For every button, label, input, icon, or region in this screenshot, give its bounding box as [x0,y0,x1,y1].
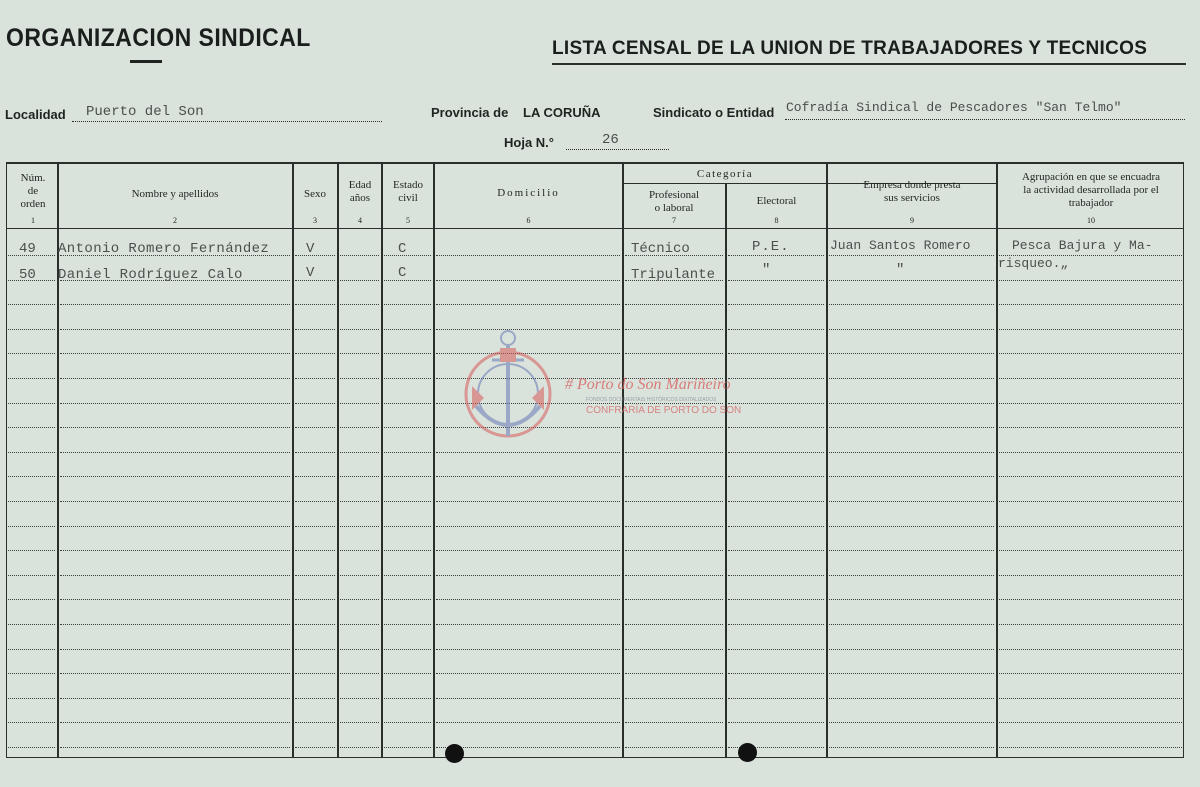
ruling-line [436,624,620,625]
punch-hole [445,744,464,763]
ruling-line [60,329,290,330]
ruling-line [625,624,723,625]
ruling-line [340,698,379,699]
col-header-nombre: Nombre y apellidos [131,188,219,200]
hoja-value: 26 [602,132,619,148]
col-number: 1 [31,216,35,225]
ruling-line [295,624,335,625]
ruling-line [384,280,431,281]
ruling-line [625,747,723,748]
title-underline [130,60,162,63]
ruling-line [625,501,723,502]
ruling-line [8,575,55,576]
col-number: 8 [774,216,779,225]
ruling-line [999,526,1182,527]
ruling-line [625,353,723,354]
ruling-line [728,501,824,502]
row-50-profesional: Tripulante [631,267,716,283]
row-49-num: 49 [19,241,36,257]
ruling-line [8,452,55,453]
ruling-line [436,599,620,600]
ruling-line [384,599,431,600]
ruling-line [728,452,824,453]
ruling-line [728,427,824,428]
ruling-line [999,575,1182,576]
ruling-line [999,403,1182,404]
ruling-line [384,747,431,748]
ruling-line [436,698,620,699]
ruling-line [625,526,723,527]
ruling-line [625,722,723,723]
ruling-line [8,722,55,723]
ruling-line [60,403,290,404]
ruling-line [295,599,335,600]
ruling-line [436,722,620,723]
ruling-line [295,255,335,256]
ruling-line [8,329,55,330]
ruling-line [384,698,431,699]
ruling-line [60,501,290,502]
ruling-line [295,304,335,305]
ruling-line [384,452,431,453]
ruling-line [8,378,55,379]
col-header-agrupacion: Agrupación en que se encuadra la actividad desarrollada por el trabajador [1021,171,1161,209]
ruling-line [728,599,824,600]
ruling-line [728,353,824,354]
col-header-electoral: Electoral [756,195,797,207]
ruling-line [8,673,55,674]
ruling-line [436,304,620,305]
ruling-line [340,501,379,502]
row-49-agrupacion: Pesca Bajura y Ma- [1012,238,1153,253]
ruling-line [436,476,620,477]
localidad-value: Puerto del Son [86,104,204,120]
ruling-line [340,673,379,674]
ruling-line [340,747,379,748]
ruling-line [295,452,335,453]
ruling-line [340,649,379,650]
ruling-line [60,353,290,354]
ruling-line [60,722,290,723]
ruling-line [60,673,290,674]
ruling-line [436,747,620,748]
ruling-line [295,649,335,650]
ruling-line [829,575,994,576]
ruling-line [728,280,824,281]
ruling-line [829,280,994,281]
ruling-line [999,624,1182,625]
ruling-line [999,698,1182,699]
ruling-line [625,304,723,305]
ruling-line [999,378,1182,379]
ruling-line [829,747,994,748]
ruling-line [384,501,431,502]
ruling-line [60,747,290,748]
ruling-line [999,353,1182,354]
col-number: 5 [406,216,410,225]
col-divider [622,162,624,758]
ruling-line [60,550,290,551]
ruling-line [436,501,620,502]
ruling-line [728,476,824,477]
ruling-line [829,304,994,305]
ruling-line [384,476,431,477]
ruling-line [829,599,994,600]
ruling-line [728,403,824,404]
ruling-line [829,378,994,379]
ruling-line [8,624,55,625]
col-number: 3 [313,216,317,225]
ruling-line [728,575,824,576]
watermark-caption: CONFRARÍA DE PORTO DO SON [586,405,742,416]
ruling-line [340,378,379,379]
ruling-line [625,403,723,404]
ruling-line [295,747,335,748]
ruling-line [8,526,55,527]
row-49-profesional: Técnico [631,241,690,257]
ruling-line [340,722,379,723]
ruling-line [8,550,55,551]
ruling-line [8,698,55,699]
ruling-line [829,255,994,256]
row-50-empresa: " [896,262,905,278]
ruling-line [436,550,620,551]
ruling-line [60,649,290,650]
col-header-sexo: Sexo [304,188,326,200]
col-number: 9 [910,216,914,225]
ruling-line [625,698,723,699]
row-49-electoral: P.E. [752,239,790,255]
ruling-line [829,501,994,502]
ruling-line [728,550,824,551]
ruling-line [60,599,290,600]
ruling-line [436,255,620,256]
ruling-line [625,673,723,674]
ruling-line [340,599,379,600]
col-number: 2 [173,216,177,225]
ruling-line [728,649,824,650]
ruling-line [60,476,290,477]
col-divider [725,184,727,758]
ruling-line [384,304,431,305]
ruling-line [340,304,379,305]
ruling-line [999,722,1182,723]
ruling-line [295,550,335,551]
ruling-line [999,476,1182,477]
ruling-line [829,649,994,650]
ruling-line [384,255,431,256]
ruling-line [8,403,55,404]
ruling-line [340,526,379,527]
ruling-line [829,427,994,428]
ruling-line [384,378,431,379]
col-number: 10 [1087,216,1095,225]
ruling-line [829,550,994,551]
ruling-line [60,624,290,625]
ruling-line [436,575,620,576]
ruling-line [999,304,1182,305]
ruling-line [8,304,55,305]
col-header-edad: Edad años [348,179,372,204]
col-divider [337,162,339,758]
col-header-domicilio: Domicilio [497,187,560,199]
ruling-line [829,526,994,527]
ruling-line [384,550,431,551]
ruling-line [295,698,335,699]
ruling-line [60,304,290,305]
ruling-line [728,624,824,625]
ruling-line [295,280,335,281]
col-number: 7 [672,216,676,225]
sindicato-value: Cofradía Sindical de Pescadores "San Telmo" [786,100,1122,115]
col-header-empresa: Empresa donde presta sus servicios [863,179,961,204]
ruling-line [829,698,994,699]
ruling-line [384,403,431,404]
provincia-label: Provincia de [431,105,509,120]
provincia-value: LA CORUÑA [523,105,601,120]
ruling-line [8,599,55,600]
ruling-line [625,427,723,428]
ruling-line [340,329,379,330]
ruling-line [728,255,824,256]
col-header-orden: Núm. de orden [20,172,46,210]
hoja-label: Hoja N.° [504,135,554,150]
ruling-line [436,280,620,281]
ruling-line [340,427,379,428]
ruling-line [999,747,1182,748]
ruling-line [728,698,824,699]
ruling-line [8,649,55,650]
ruling-line [829,403,994,404]
ruling-line [295,722,335,723]
ruling-line [625,575,723,576]
row-50-num: 50 [19,267,36,283]
ruling-line [728,526,824,527]
ruling-line [340,550,379,551]
ruling-line [295,353,335,354]
ruling-line [340,403,379,404]
ruling-line [728,673,824,674]
ruling-line [829,452,994,453]
ruling-line [60,427,290,428]
col-number: 4 [358,216,362,225]
ruling-line [384,624,431,625]
ruling-line [295,575,335,576]
ruling-line [295,329,335,330]
col-divider [292,162,294,758]
anchor-seal-icon [458,326,558,456]
localidad-label: Localidad [5,107,66,122]
ruling-line [999,673,1182,674]
col-divider [826,162,828,758]
ruling-line [340,280,379,281]
ruling-line [340,255,379,256]
ruling-line [340,452,379,453]
ruling-line [625,550,723,551]
sindicato-line [785,119,1185,120]
ruling-line [728,378,824,379]
list-title-underline [552,63,1186,65]
ruling-line [384,353,431,354]
ruling-line [999,280,1182,281]
col-divider [433,162,435,758]
watermark-title: # Porto do Son Mariñeiro [565,376,731,393]
ruling-line [999,329,1182,330]
ruling-line [829,476,994,477]
ruling-line [60,698,290,699]
ruling-line [295,378,335,379]
col-divider [381,162,383,758]
ruling-line [829,673,994,674]
list-title: LISTA CENSAL DE LA UNION DE TRABAJADORES Y TECNICOS [552,38,1148,59]
ruling-line [384,722,431,723]
row-50-estado: C [398,265,407,281]
ruling-line [8,353,55,354]
ruling-line [60,378,290,379]
ruling-line [999,550,1182,551]
col-header-estado: Estado civil [393,179,423,204]
ruling-line [8,427,55,428]
sindicato-label: Sindicato o Entidad [653,105,775,120]
ruling-line [829,624,994,625]
ruling-line [999,501,1182,502]
ruling-line [295,673,335,674]
row-50-agrupacion: risqueo.„ [998,256,1069,271]
hoja-line [566,149,669,150]
ruling-line [60,452,290,453]
ruling-line [436,673,620,674]
ruling-line [829,329,994,330]
ruling-line [8,476,55,477]
ruling-line [340,476,379,477]
ruling-line [625,452,723,453]
ruling-line [728,329,824,330]
ruling-line [340,624,379,625]
col-header-profesional: Profesional o laboral [648,189,700,214]
watermark-subtitle: FONDOS DOCUMENTAIS HISTÓRICOS DIXITALIZADOS [586,397,717,403]
ruling-line [384,673,431,674]
row-50-sexo: V [306,265,315,281]
ruling-line [728,304,824,305]
ruling-line [999,649,1182,650]
col-divider [996,162,998,758]
ruling-line [436,526,620,527]
ruling-line [625,599,723,600]
row-49-empresa: Juan Santos Romero [830,238,971,253]
ruling-line [999,427,1182,428]
ruling-line [60,575,290,576]
ruling-line [340,353,379,354]
ruling-line [829,722,994,723]
ruling-line [295,526,335,527]
ruling-line [625,329,723,330]
ruling-line [625,649,723,650]
ruling-line [384,427,431,428]
row-49-nombre: Antonio Romero Fernández [58,241,270,257]
col-header-categoria: Categoría [696,168,754,180]
ruling-line [384,575,431,576]
ruling-line [295,476,335,477]
header-divider [6,228,1184,229]
ruling-line [295,403,335,404]
ruling-line [295,427,335,428]
ruling-line [295,501,335,502]
ruling-line [384,526,431,527]
row-50-electoral: " [762,262,771,278]
ruling-line [999,452,1182,453]
ruling-line [8,501,55,502]
row-49-sexo: V [306,241,315,257]
ruling-line [340,575,379,576]
ruling-line [436,649,620,650]
punch-hole [738,743,757,762]
localidad-line [72,121,382,122]
ruling-line [829,353,994,354]
ruling-line [384,329,431,330]
ruling-line [999,599,1182,600]
ruling-line [625,476,723,477]
ruling-line [728,722,824,723]
row-49-estado: C [398,241,407,257]
ruling-line [384,649,431,650]
col-number: 6 [526,216,531,225]
ruling-line [8,747,55,748]
row-50-nombre: Daniel Rodríguez Calo [58,267,243,283]
ruling-line [60,526,290,527]
organization-title: ORGANIZACION SINDICAL [6,24,311,52]
